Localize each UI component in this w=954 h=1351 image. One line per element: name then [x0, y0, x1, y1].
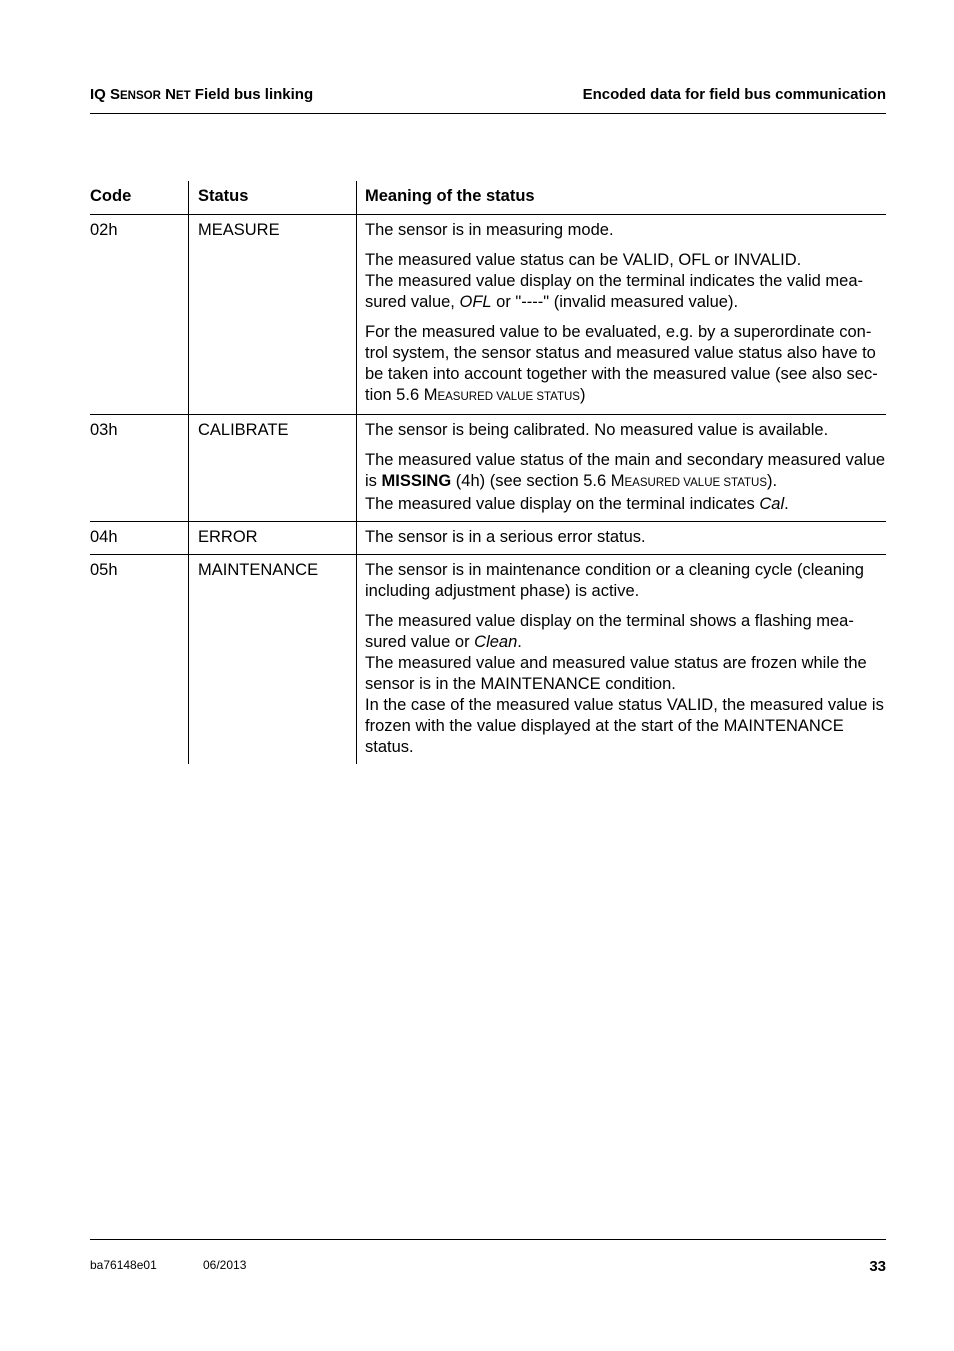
header-left-part: ENSOR [120, 90, 161, 102]
section-link-text: EASURED VALUE STATUS [624, 477, 768, 489]
meaning-cell [357, 415, 887, 522]
status-cell: MEASURE [189, 215, 357, 415]
header-left-title [90, 86, 313, 103]
meaning-text: The measured value status of the main and secondary measured value is [365, 451, 886, 490]
header-left-part: N [160, 86, 176, 103]
meaning-text: . [784, 495, 789, 513]
header-left-part: Field bus linking [190, 86, 314, 103]
meaning-italic: Clean [474, 633, 518, 651]
code-cell: 03h [90, 415, 189, 522]
meaning-italic: OFL [459, 293, 492, 311]
table-row [90, 415, 886, 522]
meaning-text: The measured value status can be VALID, OFL or INVALID. [365, 251, 802, 269]
header-right-title: Encoded data for field bus communication [582, 86, 886, 103]
code-cell: 05h [90, 561, 118, 579]
table-row [90, 215, 886, 415]
col-header-status: Status [189, 181, 357, 215]
meaning-paragraph: The sensor is in maintenance condition or a cleaning cycle (cleaning including adjustment phase) is active. [365, 561, 864, 600]
meaning-text: The measured value display on the terminal shows a flashing mea-sured value or [365, 612, 854, 651]
status-cell: CALIBRATE [189, 415, 357, 522]
page-header [90, 86, 886, 114]
meaning-paragraph [365, 322, 886, 408]
code-cell: 04h [90, 522, 189, 555]
meaning-cell [357, 215, 887, 415]
meaning-bold: MISSING [381, 472, 452, 490]
meaning-paragraph: The sensor is being calibrated. No measured value is available. [365, 421, 829, 439]
meaning-italic: Cal [759, 495, 785, 513]
meaning-text: ) [579, 386, 586, 404]
footer-date: 06/2013 [203, 1258, 247, 1272]
page-number: 33 [869, 1258, 886, 1275]
meaning-paragraph [365, 450, 886, 515]
header-left-part: IQ S [90, 86, 121, 103]
meaning-text: or "----" (invalid measured value). [491, 293, 739, 311]
col-header-code: Code [90, 181, 189, 215]
table-header-row [90, 181, 886, 215]
section-link-text: EASURED VALUE STATUS [437, 391, 580, 403]
meaning-text: The measured value display on the terminal indicates the valid mea-sured value, [365, 272, 864, 311]
status-cell: MAINTENANCE [189, 555, 357, 765]
meaning-text: . [517, 633, 522, 651]
meaning-text: In the case of the measured value status VALID, the measured value is frozen with the value displayed at the start of the MAINTENANCE status. [365, 696, 884, 756]
table-row [90, 522, 886, 555]
meaning-paragraph [365, 611, 886, 758]
meaning-paragraph: The sensor is in a serious error status. [365, 528, 646, 546]
meaning-text: ). [767, 472, 778, 490]
page-footer [90, 1239, 886, 1280]
footer-doc-id: ba76148e01 [90, 1258, 157, 1272]
table-row [90, 555, 886, 765]
code-cell: 02h [90, 215, 189, 415]
meaning-cell [357, 522, 887, 555]
header-left-part: ET [175, 90, 191, 102]
status-cell: ERROR [189, 522, 357, 555]
meaning-text: The measured value display on the terminal indicates [365, 495, 760, 513]
meaning-paragraph: The sensor is in measuring mode. [365, 221, 614, 239]
meaning-text: For the measured value to be evaluated, e.g. by a superordinate con-trol system, the sensor status and measured value status also have to be taken into account together with the measured value (see also sec-tion 5.6 M [365, 323, 878, 404]
meaning-paragraph [365, 250, 886, 313]
meaning-cell [357, 555, 887, 765]
meaning-text: The measured value and measured value status are frozen while the sensor is in the MAINTENANCE condition. [365, 654, 867, 693]
status-table [90, 181, 886, 764]
meaning-text: (4h) (see section 5.6 M [451, 472, 625, 490]
col-header-meaning: Meaning of the status [357, 181, 887, 215]
